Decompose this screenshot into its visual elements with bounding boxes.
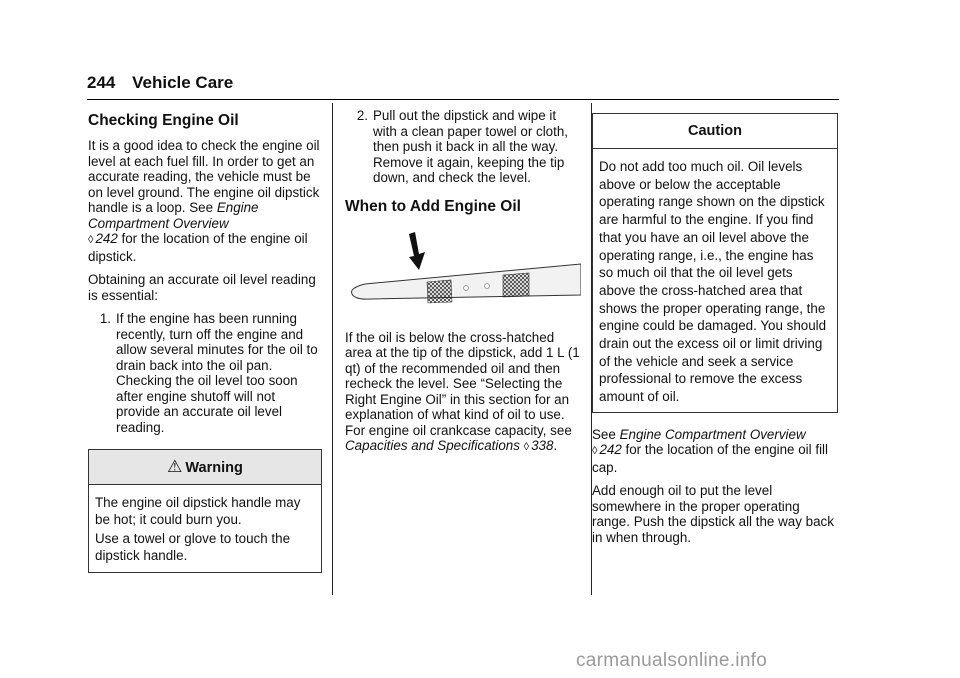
steps-list (88, 311, 322, 435)
step-text: If the engine has been running recently, turn off the engine and allow several minutes for the oil to drain back into the oil pan. Checking the oil level too soon after engine shutoff will not provide an accurate oil level reading. (116, 311, 318, 435)
warning-line-2: Use a towel or glove to touch the dipstick handle. (95, 531, 291, 563)
column-3 (592, 108, 838, 553)
column-2 (345, 108, 581, 464)
watermark: carmanualsonline.info (576, 650, 768, 671)
accurate-reading-paragraph: Obtaining an accurate oil level reading is essential: (88, 272, 316, 303)
section-title: Vehicle Care (132, 73, 234, 92)
add-oil-paragraph: Add enough oil to put the level somewhere in the proper operating range. Push the dipstick all the way back in when through. (592, 483, 834, 545)
page-reference-icon: ◊ (523, 441, 530, 453)
arrow-icon (409, 232, 425, 270)
warning-header (89, 450, 321, 485)
column-1 (88, 108, 322, 573)
engine-compartment-overview-link[interactable]: Engine Compartment Overview ◊ 242 (88, 200, 259, 246)
step-text: Pull out the dipstick and wipe it with a clean paper towel or cloth, then push it back in all the way. Remove it again, keeping the tip down, and check the level. (373, 108, 569, 185)
caution-header: Caution (593, 114, 837, 149)
warning-triangle-icon: ⚠ (167, 457, 183, 476)
checking-engine-oil-heading: Checking Engine Oil (88, 112, 239, 129)
header-rule (87, 99, 839, 100)
capacities-specifications-link[interactable]: Capacities and Specifications ◊ 338 (345, 438, 554, 453)
dipstick-illustration-icon (345, 224, 581, 316)
caution-box (592, 113, 838, 413)
warning-body (89, 485, 321, 572)
warning-line-1: The engine oil dipstick handle may be hot; it could burn you. (95, 495, 301, 527)
column-divider-left (332, 103, 333, 595)
warning-title: Warning (185, 460, 243, 476)
page-number: 244 (87, 73, 116, 92)
warning-box (88, 449, 322, 573)
step-number: 1. (99, 311, 111, 326)
when-to-add-oil-heading: When to Add Engine Oil (345, 197, 521, 215)
page-header (87, 73, 839, 93)
intro-paragraph: It is a good idea to check the engine oil level at each fuel fill. In order to get an accurate reading, the vehicle must be on level ground. The engine oil dipstick handle is a loop. See Engine Compartment Overview ◊ 242 for the location of the engine oil dipstick. (88, 138, 320, 264)
steps-list-continued (345, 108, 581, 186)
engine-compartment-overview-link[interactable]: Engine Compartment Overview ◊ 242 (592, 426, 806, 458)
step-1 (88, 311, 322, 435)
oil-below-paragraph: If the oil is below the cross-hatched area at the tip of the dipstick, add 1 L (1 qt) of the recommended oil and then recheck the level. See “Selecting the Right Engine Oil” in this section for an explanation of what kind of oil to use. For engine oil crankcase capacity, see Capacities and Specifications ◊ 338. (345, 329, 580, 453)
fill-cap-paragraph: See Engine Compartment Overview ◊ 242 for the location of the engine oil fill cap. (592, 426, 828, 475)
step-2 (345, 108, 581, 186)
step-number: 2. (356, 108, 368, 123)
dipstick-figure (345, 224, 581, 316)
page-reference-icon: ◊ (88, 234, 94, 246)
caution-body: Do not add too much oil. Oil levels above or below the acceptable operating range shown on the dipstick are harmful to the engine. If you find that you have an oil level above the operating range, i.e., the engine has so much oil that the oil level gets above the cross-hatched area that shows the proper operating range, the engine could be damaged. You should drain out the excess oil or limit driving of the vehicle and seek a service professional to remove the excess amount of oil. (599, 159, 827, 405)
page-reference-icon: ◊ (592, 445, 598, 458)
